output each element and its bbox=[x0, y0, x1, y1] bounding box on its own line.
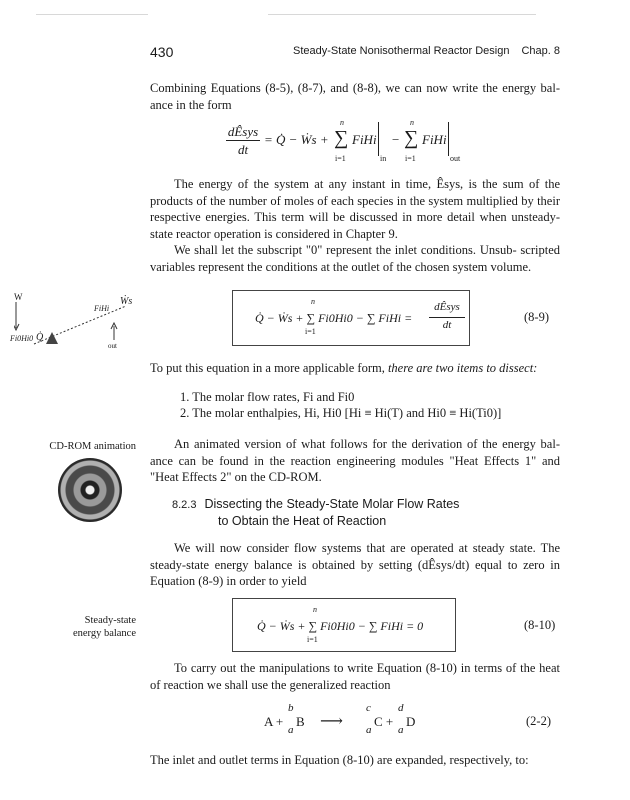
eq-minus: − bbox=[392, 132, 400, 147]
sidebar-cdrom-label: CD-ROM animation bbox=[49, 441, 136, 452]
sketch-fihi-label: FiHi bbox=[94, 304, 110, 313]
eq89-frac-denominator: dt bbox=[442, 319, 452, 331]
reaction-d-num: d bbox=[398, 702, 404, 714]
reaction-b-num: b bbox=[288, 702, 294, 714]
section-title-line2: to Obtain the Heat of Reaction bbox=[218, 514, 387, 528]
sketch-w-label: W bbox=[14, 292, 23, 302]
sidebar-steady-line1: Steady-state bbox=[84, 615, 136, 626]
eq-sub-in: in bbox=[380, 154, 387, 163]
manipulation-paragraph: To carry out the manipulations to write Equation (8-10) in terms of the heat of reaction we shall use the generalized reaction bbox=[150, 661, 560, 692]
cdrom-paragraph: An animated version of what follows for the derivation of the energy bal- ance can be found in the reaction engineering modules "Heat Effects 1" and "Heat Effects 2" on the CD-ROM. bbox=[150, 437, 560, 484]
energy-paragraph: The energy of the system at any instant in time, Êsys, is the sum of the products of the number of moles of each species in the system multiplied by their respective energies. This term will be discussed in more detail when unsteady-state reactor operation is considered in Chapter 9. bbox=[150, 177, 560, 241]
intro-paragraph: Combining Equations (8-5), (8-7), and (8-8), we can now write the energy bal- ance in the form bbox=[150, 81, 560, 112]
eq-rhs-start: = Q̇ − Ẇs + bbox=[264, 132, 329, 147]
dissect-sentence-start: To put this equation in a more applicable form, bbox=[150, 361, 385, 375]
system-sketch bbox=[10, 292, 140, 354]
running-title bbox=[293, 45, 560, 57]
section-heading bbox=[172, 496, 562, 529]
eq-lhs-numerator: dÊsys bbox=[227, 124, 259, 139]
sketch-q-label: Q̇ bbox=[36, 332, 44, 343]
chapter-label: Chap. 8 bbox=[521, 45, 560, 57]
dissect-sentence bbox=[150, 360, 560, 377]
sidebar-steady-line2: energy balance bbox=[72, 628, 136, 639]
sketch-fi0-label: Fi0Hi0 bbox=[10, 334, 34, 343]
eq-sum-top-1: n bbox=[340, 118, 344, 127]
eq89-sum-bottom: i=1 bbox=[305, 327, 316, 336]
top-rule-right bbox=[268, 14, 536, 15]
reaction-c-den: a bbox=[366, 724, 372, 736]
page-number: 430 bbox=[150, 44, 174, 60]
equation-8-9-number: (8-9) bbox=[524, 310, 549, 324]
energy-balance-equation bbox=[226, 118, 466, 170]
reaction-c-num: c bbox=[366, 702, 371, 714]
cdrom-disc-icon bbox=[58, 458, 122, 522]
list-item-flow-rates: 1. The molar flow rates, Fi and Fi0 bbox=[180, 390, 355, 404]
eq810-sum-top: n bbox=[313, 605, 317, 614]
eq-sub-out: out bbox=[450, 154, 461, 163]
eq810-sum-bottom: i=1 bbox=[307, 635, 318, 644]
reaction-c-species: C + bbox=[374, 714, 394, 729]
reaction-d-den: a bbox=[398, 724, 404, 736]
top-rule-left bbox=[36, 14, 148, 15]
section-title-line1: Dissecting the Steady-State Molar Flow Rates bbox=[204, 497, 460, 511]
eq-sum-bottom-2: i=1 bbox=[405, 154, 416, 163]
equation-8-10-body: Q̇ − Ẇs + ∑ Fi0Hi0 − ∑ FiHi = 0 bbox=[257, 619, 424, 633]
equation-8-10-number: (8-10) bbox=[524, 618, 556, 632]
sketch-ws-label: Ẇs bbox=[120, 296, 133, 307]
equation-8-9-body: Q̇ − Ẇs + ∑ Fi0Hi0 − ∑ FiHi = bbox=[255, 311, 413, 325]
eq-bar-in bbox=[378, 122, 379, 156]
final-sentence: The inlet and outlet terms in Equation (8-10) are expanded, respectively, to: bbox=[150, 753, 529, 767]
eq89-frac-numerator: dÊsys bbox=[434, 301, 460, 313]
dissect-sentence-emphasis: there are two items to dissect: bbox=[387, 361, 538, 375]
sketch-out-label: out bbox=[108, 342, 117, 350]
reaction-b-den: a bbox=[288, 724, 294, 736]
eq89-fraction-bar bbox=[429, 317, 465, 318]
reaction-b-species: B bbox=[296, 714, 305, 729]
eq-lhs-denominator: dt bbox=[237, 142, 249, 157]
running-header bbox=[150, 44, 560, 60]
equation-8-10-box bbox=[232, 598, 456, 652]
section-heading-line1 bbox=[172, 496, 562, 513]
eq-bar-out bbox=[448, 122, 449, 156]
eq-sum-bottom-1: i=1 bbox=[335, 154, 346, 163]
equation-8-9-box bbox=[232, 290, 470, 346]
sidebar-steady-state bbox=[18, 614, 136, 640]
list-item-enthalpies: 2. The molar enthalpies, Hi, Hi0 [Hi ≡ Hi(T) and Hi0 ≡ Hi(Ti0)] bbox=[180, 406, 502, 420]
steady-state-paragraph: We will now consider flow systems that are operated at steady state. The steady-state energy balance is obtained by setting (dÊsys/dt) equal to zero in Equation (8-9) in order to yield bbox=[150, 541, 560, 588]
reaction-d-species: D bbox=[406, 714, 416, 729]
equation-2-2-number: (2-2) bbox=[526, 714, 551, 728]
eq-fraction-bar bbox=[226, 140, 260, 141]
eq-term-in: FiHi bbox=[352, 132, 377, 147]
sum-symbol-2: ∑ bbox=[404, 127, 419, 149]
eq-term-out: FiHi bbox=[422, 132, 447, 147]
reaction-arrow: ⟶ bbox=[320, 713, 343, 730]
eq-sum-top-2: n bbox=[410, 118, 414, 127]
subscript-paragraph: We shall let the subscript "0" represent the inlet conditions. Unsub- scripted variables represent the conditions at the outlet of the chosen system volume. bbox=[150, 243, 560, 274]
eq89-sum-top: n bbox=[311, 297, 315, 306]
reaction-a-term: A + bbox=[264, 714, 284, 729]
book-section-title: Steady-State Nonisothermal Reactor Design bbox=[293, 45, 510, 57]
section-number: 8.2.3 bbox=[172, 499, 197, 511]
sum-symbol-1: ∑ bbox=[334, 127, 349, 149]
generalized-reaction bbox=[264, 700, 444, 740]
